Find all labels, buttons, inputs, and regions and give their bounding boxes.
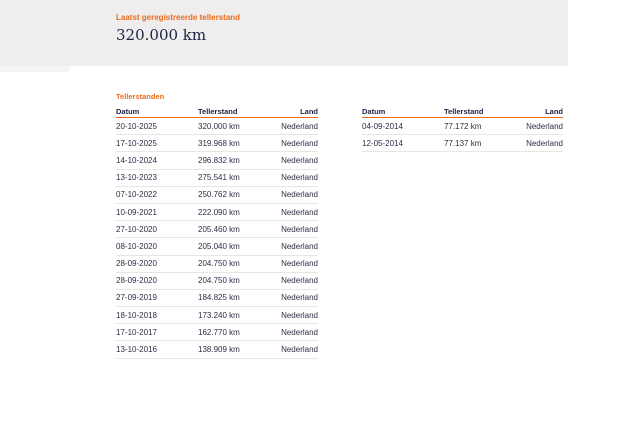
table-row — [362, 118, 563, 135]
cell-country: Nederland — [281, 293, 318, 303]
cell-date: 17-10-2017 — [116, 327, 157, 337]
table-row — [116, 324, 318, 341]
cell-date: 28-09-2020 — [116, 276, 157, 286]
cell-odometer: 205.040 km — [198, 241, 240, 251]
cell-odometer: 184.825 km — [198, 293, 240, 303]
table-row — [362, 135, 563, 152]
cell-country: Nederland — [281, 259, 318, 269]
cell-odometer: 77.172 km — [444, 121, 482, 131]
table-body — [362, 118, 563, 152]
cell-odometer: 205.460 km — [198, 224, 240, 234]
column-header-country: Land — [545, 107, 563, 116]
cell-odometer: 204.750 km — [198, 259, 240, 269]
cell-country: Nederland — [281, 345, 318, 355]
column-header-date: Datum — [362, 107, 386, 116]
readings-table-left — [116, 105, 318, 359]
cell-odometer: 173.240 km — [198, 310, 240, 320]
cell-country: Nederland — [281, 173, 318, 183]
table-row — [116, 170, 318, 187]
column-header-date: Datum — [116, 107, 140, 116]
table-row — [116, 152, 318, 169]
last-registered-value: 320.000 km — [116, 26, 207, 44]
cell-odometer: 320.000 km — [198, 121, 240, 131]
cell-country: Nederland — [281, 327, 318, 337]
cell-date: 07-10-2022 — [116, 190, 157, 200]
cell-date: 20-10-2025 — [116, 121, 157, 131]
cell-date: 10-09-2021 — [116, 207, 157, 217]
cell-odometer: 319.968 km — [198, 138, 240, 148]
table-body — [116, 118, 318, 359]
cell-country: Nederland — [281, 190, 318, 200]
table-row — [116, 273, 318, 290]
cell-country: Nederland — [281, 241, 318, 251]
table-row — [116, 135, 318, 152]
cell-date: 18-10-2018 — [116, 310, 157, 320]
cell-date: 08-10-2020 — [116, 241, 157, 251]
table-row — [116, 204, 318, 221]
cell-date: 27-09-2019 — [116, 293, 157, 303]
cell-odometer: 162.770 km — [198, 327, 240, 337]
column-header-odometer: Tellerstand — [198, 107, 238, 116]
cell-odometer: 250.762 km — [198, 190, 240, 200]
cell-country: Nederland — [281, 138, 318, 148]
table-row — [116, 118, 318, 135]
cropped-heading-fragment — [356, 0, 470, 4]
cell-country: Nederland — [281, 276, 318, 286]
readings-table-right — [362, 105, 563, 152]
cell-date: 04-09-2014 — [362, 121, 403, 131]
cell-odometer: 138.909 km — [198, 345, 240, 355]
table-row — [116, 341, 318, 358]
table-row — [116, 221, 318, 238]
table-row — [116, 187, 318, 204]
table-row — [116, 290, 318, 307]
cell-country: Nederland — [526, 138, 563, 148]
cell-country: Nederland — [281, 121, 318, 131]
cell-odometer: 296.832 km — [198, 155, 240, 165]
cell-date: 12-05-2014 — [362, 138, 403, 148]
cell-country: Nederland — [281, 224, 318, 234]
table-header — [116, 105, 318, 118]
cell-odometer: 222.090 km — [198, 207, 240, 217]
last-registered-label: Laatst geregistreerde tellerstand — [116, 13, 241, 22]
header-band — [0, 0, 568, 66]
cell-country: Nederland — [281, 310, 318, 320]
cell-date: 13-10-2016 — [116, 345, 157, 355]
cell-odometer: 204.750 km — [198, 276, 240, 286]
table-row — [116, 256, 318, 273]
cell-odometer: 275.541 km — [198, 173, 240, 183]
cell-country: Nederland — [526, 121, 563, 131]
table-row — [116, 307, 318, 324]
table-row — [116, 238, 318, 255]
column-header-odometer: Tellerstand — [444, 107, 484, 116]
cell-date: 13-10-2023 — [116, 173, 157, 183]
cell-odometer: 77.137 km — [444, 138, 482, 148]
cell-date: 17-10-2025 — [116, 138, 157, 148]
readings-section-label: Tellerstanden — [116, 92, 165, 101]
column-header-country: Land — [300, 107, 318, 116]
cell-country: Nederland — [281, 207, 318, 217]
cell-date: 28-09-2020 — [116, 259, 157, 269]
cell-date: 14-10-2024 — [116, 155, 157, 165]
cell-date: 27-10-2020 — [116, 224, 157, 234]
table-header — [362, 105, 563, 118]
cell-country: Nederland — [281, 155, 318, 165]
